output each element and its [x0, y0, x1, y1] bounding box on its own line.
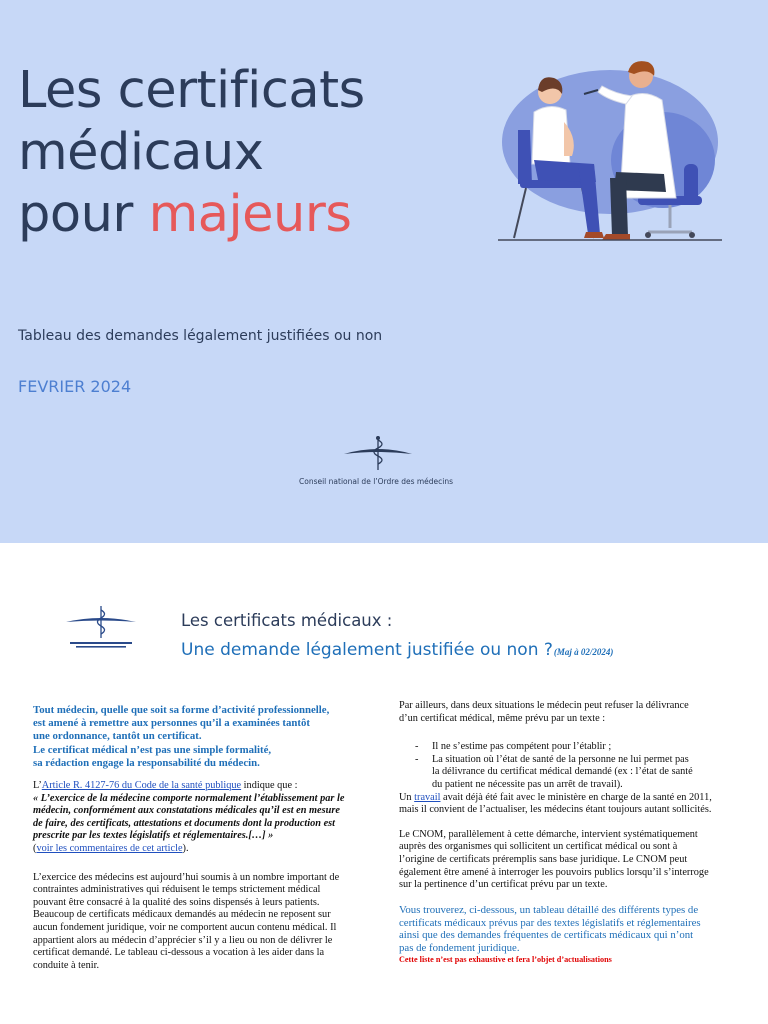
article-link[interactable]: Article R. 4127-76 du Code de la santé publique — [41, 780, 242, 792]
patient-chair-leg — [514, 188, 526, 238]
bullet-dash: - — [415, 741, 419, 753]
doctor-patient-consultation-illustration — [498, 52, 728, 247]
cover-date: FEVRIER 2024 — [18, 377, 132, 396]
cnom-line: auprès des organismes qui sollicitent un certificat médical ou sont à — [399, 841, 678, 853]
context-line: aucun fondement juridique, voir ne comportent aucun contenu médical. Il — [33, 921, 337, 933]
comment-line — [33, 843, 371, 856]
cover-title-pour: pour — [18, 185, 149, 244]
caduceus-logo — [342, 434, 414, 472]
refusal-paragraph — [399, 700, 765, 725]
doc-logo-text-line — [70, 642, 132, 644]
table-intro-line: pas de fondement juridique. — [399, 942, 520, 955]
cover-title-line-2: médicaux — [18, 123, 264, 182]
comment-open: ( — [33, 842, 37, 854]
quote-line: « L’exercice de la médecine comporte normalement l’établissement par le — [33, 792, 345, 804]
refusal-line: Par ailleurs, dans deux situations le médecin peut refuser la délivrance — [399, 700, 689, 711]
logo-head — [376, 436, 380, 440]
cnom-line: également être amené à interroger les pouvoirs publics lorsqu’il s’interroge — [399, 866, 709, 878]
article-line — [33, 780, 371, 793]
cover-org-name: Conseil national de l’Ordre des médecins — [299, 477, 454, 486]
patient-chair-back — [518, 130, 532, 184]
cover-title-majeurs: majeurs — [148, 185, 352, 244]
context-paragraph — [33, 872, 371, 973]
right-column — [399, 700, 765, 965]
context-line: certificat demandé. Le tableau ci-dessous a vocation à les aider dans la — [33, 947, 325, 959]
context-line: L’exercice des médecins est aujourd’hui soumis à un nombre important de — [33, 871, 340, 883]
intro-paragraph — [33, 704, 371, 770]
list-item-text — [432, 754, 693, 792]
comment-close: ). — [182, 842, 189, 854]
list-item — [399, 754, 765, 792]
list-item-text: Il ne s’estime pas compétent pour l’établir ; — [432, 741, 612, 753]
list-item-line: la délivrance du certificat médical demandé (ex : l’état de santé — [432, 766, 693, 778]
article-suffix: indique que : — [241, 780, 298, 792]
document-subtitle-text: Une demande légalement justifiée ou non ? — [181, 640, 553, 660]
context-line: contraintes administratives qui réduisent le temps strictement médical — [33, 884, 321, 896]
cnom-line: l’origine de certificats préremplis sans base juridique. Le CNOM peut — [399, 853, 688, 865]
refusal-line: d’un certificat médical, même prévu par un texte : — [399, 712, 606, 724]
cnom-line: sur la pertinence d’un certificat prévu par un texte. — [399, 879, 608, 891]
refusal-list — [399, 741, 765, 791]
travail-prefix: Un — [399, 791, 415, 803]
quote-line: médecin, conformément aux constatations médicales qu’il est en mesure — [33, 805, 340, 817]
travail-line-2: mais il convient de l’actualiser, les médecins étant toujours autant sollicités. — [399, 804, 712, 816]
bullet-dash: - — [415, 753, 419, 765]
context-line: pouvant être consacré à la qualité des soins dispensés à leurs patients. — [33, 896, 320, 908]
context-line: conduite à tenir. — [33, 959, 100, 971]
disclaimer-note: Cette liste n’est pas exhaustive et fera l’objet d’actualisations — [399, 954, 612, 964]
travail-paragraph — [399, 792, 765, 817]
travail-line — [399, 792, 765, 805]
document-subtitle — [181, 640, 613, 660]
update-date: (Maj à 02/2024) — [553, 647, 614, 657]
doctor-legs — [610, 178, 628, 236]
intro-line: sa rédaction engage la responsabilité du médecin. — [33, 756, 260, 769]
table-intro-line: Vous trouverez, ci-dessous, un tableau détaillé des différents types de — [399, 903, 699, 916]
intro-line: Le certificat médical n’est pas une simple formalité, — [33, 743, 272, 756]
list-item-line: du patient ne nécessite pas un arrêt de travail). — [432, 778, 623, 790]
quote-line: de faire, des certificats, attestations et documents dont la production est — [33, 817, 336, 829]
travail-suffix: avait déjà été fait avec le ministère en charge de la santé en 2011, — [440, 791, 712, 803]
list-item-line: La situation où l’état de santé de la personne ne lui permet pas — [432, 753, 689, 765]
intro-line: est amené à remettre aux personnes qu’il a examinées tantôt — [33, 717, 310, 730]
table-intro-paragraph — [399, 904, 765, 955]
cover-title-line-3 — [18, 184, 365, 246]
cover-title — [18, 60, 365, 246]
ordre-medecins-logo — [62, 604, 140, 652]
doctor-chair-wheel-2 — [689, 232, 695, 238]
quote-line: prescrite par les textes législatifs et réglementaires.[…] » — [33, 830, 274, 842]
article-prefix: L’ — [33, 780, 42, 792]
intro-line: Tout médecin, quelle que soit sa forme d’activité professionnelle, — [33, 704, 330, 716]
cover-title-line-1: Les certificats — [18, 61, 365, 120]
patient-shoe — [584, 232, 604, 238]
doctor-shoe — [602, 234, 630, 240]
context-line: appartient alors au médecin d’apprécier s’il y a lieu ou non de délivrer le — [33, 934, 333, 946]
doc-logo-text-line-2 — [76, 646, 126, 648]
left-column — [33, 704, 371, 972]
table-intro-line: certificats médicaux prévus par des textes législatifs et réglementaires — [399, 916, 701, 929]
comment-link[interactable]: voir les commentaires de cet article — [36, 842, 183, 854]
cover-subtitle: Tableau des demandes légalement justifiées ou non — [18, 328, 383, 344]
intro-line: une ordonnance, tantôt un certificat. — [33, 730, 202, 743]
doctor-chair-wheel — [645, 232, 651, 238]
document-title: Les certificats médicaux : — [181, 611, 393, 630]
article-paragraph — [33, 780, 371, 856]
cnom-line: Le CNOM, parallèlement à cette démarche, intervient systématiquement — [399, 828, 698, 840]
cnom-paragraph — [399, 829, 765, 892]
list-item — [399, 741, 765, 754]
table-intro-line: ainsi que des demandes fréquentes de certificats médicaux qui n’ont — [399, 929, 694, 942]
context-line: Beaucoup de certificats médicaux demandés au médecin ne reposent sur — [33, 909, 331, 921]
travail-link[interactable]: travail — [414, 791, 441, 803]
